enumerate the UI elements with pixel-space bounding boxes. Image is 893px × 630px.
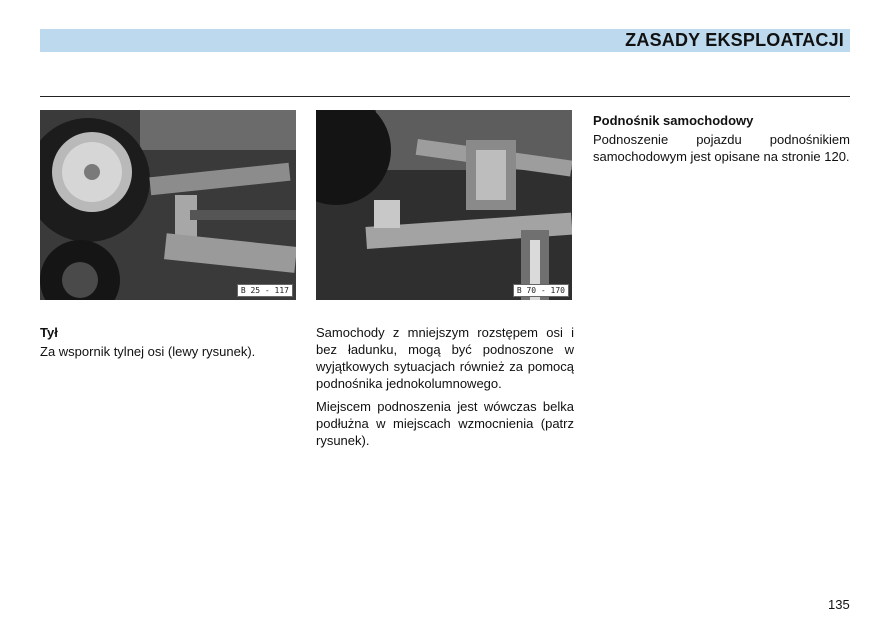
middle-text bbox=[316, 324, 574, 455]
section-heading: Podnośnik samochodowy bbox=[593, 113, 754, 128]
header-rule bbox=[40, 96, 850, 97]
paragraph: Samochody z mniejszym rozstępem osi i bez ładunku, mogą być podnoszone w wyjątkowych sytuacjach również za pomocą podnośnika jednokolumnowego. bbox=[316, 325, 574, 391]
section-text: Podnoszenie pojazdu podnośnikiem samochodowym jest opisane na stronie 120. bbox=[593, 132, 850, 164]
photo-longitudinal-beam bbox=[316, 110, 572, 300]
right-section bbox=[593, 112, 850, 165]
longitudinal-beam-illustration bbox=[316, 110, 572, 300]
rear-axle-illustration bbox=[40, 110, 296, 300]
photo-code: B 25 - 117 bbox=[237, 284, 293, 297]
left-caption bbox=[40, 324, 296, 360]
page-number: 135 bbox=[828, 597, 850, 612]
photo-code: B 70 - 170 bbox=[513, 284, 569, 297]
caption-title: Tył bbox=[40, 325, 58, 340]
caption-text: Za wspornik tylnej osi (lewy rysunek). bbox=[40, 344, 256, 359]
section-title: ZASADY EKSPLOATACJI bbox=[625, 30, 844, 50]
header-bar bbox=[40, 29, 850, 52]
photo-rear-axle bbox=[40, 110, 296, 300]
paragraph: Miejscem podnoszenia jest wówczas belka podłużna w miejscach wzmocnienia (patrz rysunek). bbox=[316, 399, 574, 448]
